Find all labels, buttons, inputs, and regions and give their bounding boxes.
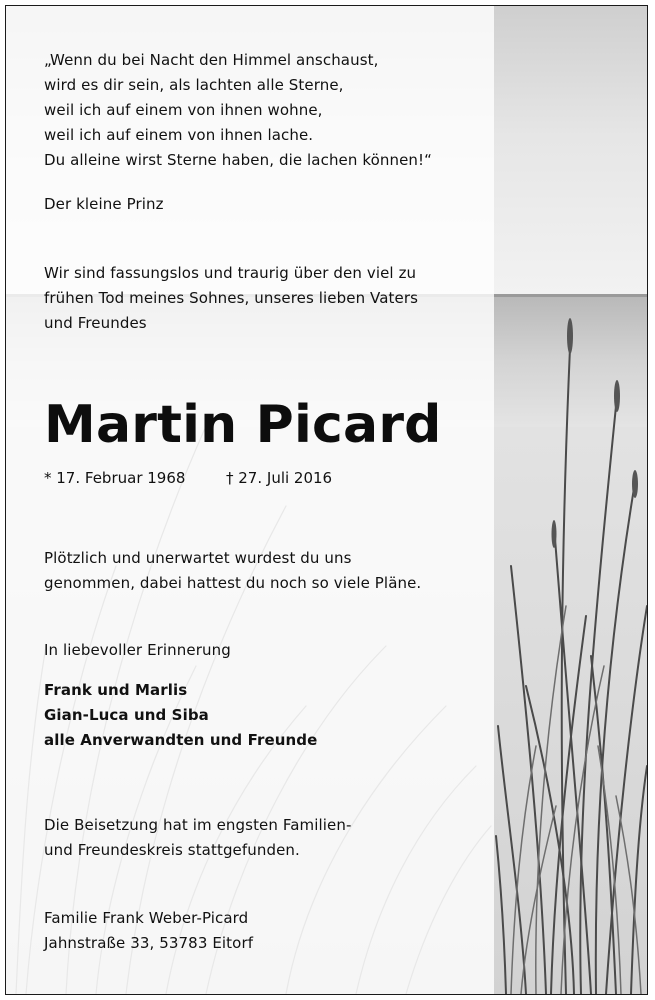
contact-family: Familie Frank Weber-Picard <box>44 909 249 927</box>
mourner-line: Gian-Luca und Siba <box>44 706 209 724</box>
burial-note: Die Beisetzung hat im engsten Familien- und Freundeskreis stattgefunden. <box>44 816 352 859</box>
obituary-notice <box>5 5 648 995</box>
memory-line: In liebevoller Erinnerung <box>44 641 231 659</box>
contact-street: Jahnstraße 33, 53783 Eitorf <box>44 934 254 952</box>
mourners-list <box>44 678 317 753</box>
intro-text: Wir sind fassungslos und traurig über den viel zu frühen Tod meines Sohnes, unseres lieben Vaters und Freundes <box>44 264 419 332</box>
contact-address <box>44 906 253 956</box>
mourner-line: Frank und Marlis <box>44 681 188 699</box>
deceased-name: Martin Picard <box>44 395 442 455</box>
quote-author: Der kleine Prinz <box>44 195 164 213</box>
quote-text: „Wenn du bei Nacht den Himmel anschaust, wird es dir sein, als lachten alle Sterne, weil ich auf einem von ihnen wohne, weil ich auf einem von ihnen lache. Du alleine wirst Sterne haben, die lachen können!“ <box>44 51 433 169</box>
death-date: † 27. Juli 2016 <box>226 469 333 487</box>
birth-date: * 17. Februar 1968 <box>44 469 186 487</box>
sudden-passing-text: Plötzlich und unerwartet wurdest du uns genommen, dabei hattest du noch so viele Pläne. <box>44 549 422 592</box>
mourner-line: alle Anverwandten und Freunde <box>44 731 318 749</box>
